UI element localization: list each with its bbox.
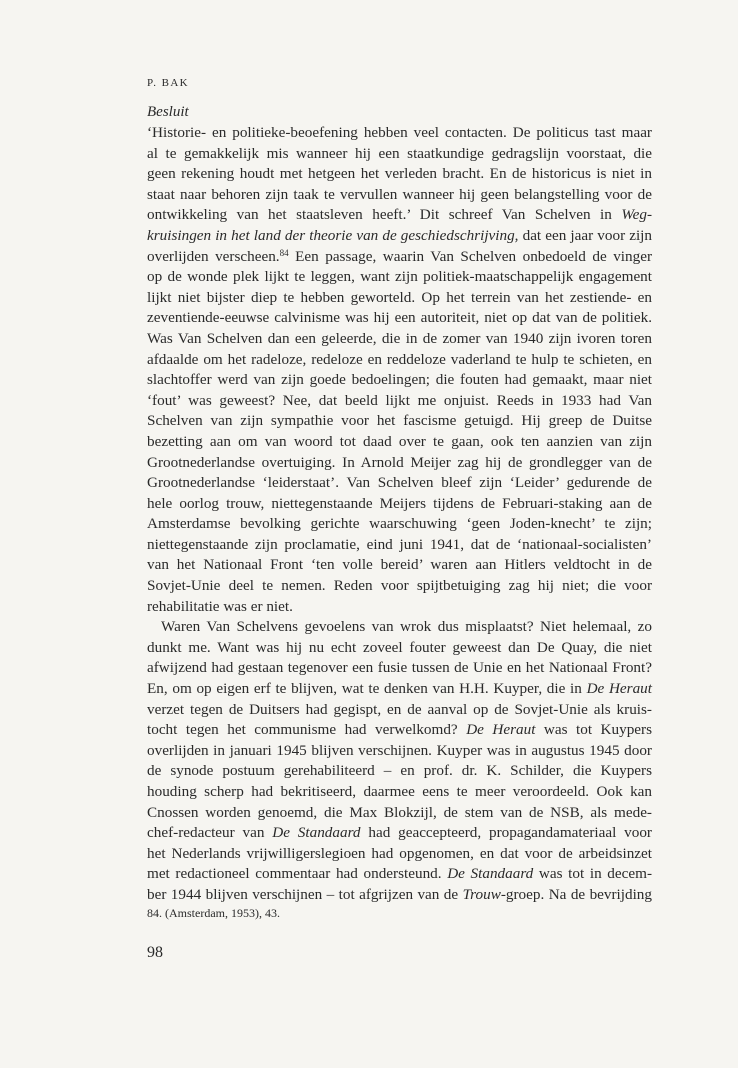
text-line: op de wonde plek lijkt te leggen, want zijn politiek-maatschappelijk engagement	[147, 268, 652, 286]
paragraph-2	[147, 617, 652, 905]
text-line: houding scherp had bekritiseerd, daarmee eens te meer veroordeeld. Ook kan	[147, 783, 652, 800]
italic-title: De Standaard	[272, 824, 361, 842]
text-line: Sovjet-Unie deel te nemen. Reden voor spijtbetuiging zag hij niet; die voor	[147, 577, 652, 595]
text-line: Amsterdamse bevolking gerichte waarschuwing ‘geen Joden-knecht’ te zijn;	[147, 515, 652, 533]
text-line: verzet tegen de Duitsers had gegispt, en de aanval op de Sovjet-Unie als kruis-	[147, 700, 652, 718]
text-line: En, om op eigen erf te blijven, wat te denken van H.H. Kuyper, die in De Heraut	[147, 680, 652, 698]
text-line: tocht tegen het communisme had verwelkomd? De Heraut was tot Kuypers	[147, 721, 653, 739]
text-line: dunkt me. Want was hij nu echt zoveel fouter geweest dan De Quay, die niet	[147, 638, 652, 656]
text-line: Grootnederlandse ‘leiderstaat’. Van Schelven bleef zijn ‘Leider’ gedurende de	[147, 474, 652, 492]
text-line: niettegenstaande zijn proclamatie, eind juni 1941, dat de ‘nationaal-socialisten’	[147, 535, 652, 553]
footnote: 84. (Amsterdam, 1953), 43.	[147, 906, 280, 920]
text-line: Cnossen worden genoemd, die Max Blokzijl, de stem van de NSB, als mede-	[147, 803, 652, 821]
text-line: de synode postuum gerehabiliteerd – en prof. dr. K. Schilder, die Kuypers	[147, 762, 652, 780]
italic-title: De Heraut	[586, 680, 652, 698]
text-line: kruisingen in het land der theorie van de geschiedschrijving, dat een jaar voor zijn	[147, 226, 652, 244]
italic-title: De Heraut	[466, 721, 536, 739]
italic-title: kruisingen in het land der theorie van de geschiedschrijving,	[147, 226, 519, 244]
body-text	[147, 123, 652, 906]
text-line: bezetting aan om van woord tot daad over te gaan, ook ten aanzien van zijn	[147, 432, 652, 450]
text-line: ontwikkeling van het staatsleven heeft.’ Dit schreef Van Schelven in Weg-	[147, 206, 653, 224]
text-line: ‘Historie- en politieke-beoefening hebben veel contacten. De politicus tast maar	[147, 124, 652, 141]
italic-title: Trouw	[462, 885, 501, 903]
text-line: chef-redacteur van De Standaard had geaccepteerd, propagandamateriaal voor	[147, 824, 652, 842]
text-line: Waren Van Schelvens gevoelens van wrok dus misplaatst? Niet helemaal, zo	[161, 618, 652, 636]
text-line: met redactioneel commentaar had ondersteund. De Standaard was tot in decem-	[147, 865, 652, 883]
text-line: geen rekening houdt met hetgeen het verleden bracht. En de historicus is niet in	[147, 165, 652, 183]
running-head: P. BAK	[147, 77, 190, 89]
text-line: hele oorlog trouw, niettegenstaande Meijers tijdens de Februari-staking aan de	[147, 494, 652, 512]
paragraph-1	[147, 123, 652, 617]
text-line: al te gemakkelijk mis wanneer hij een staatkundige gedragslijn voorstaat, die	[147, 144, 652, 162]
text-line: afwijzend had gestaan tegenover een fusie tussen de Unie en het Nationaal Front?	[147, 659, 652, 677]
text-line: ber 1944 blijven verschijnen – tot afgrijzen van de Trouw-groep. Na de bevrijding	[147, 885, 652, 903]
italic-title: De Standaard	[447, 865, 534, 883]
page-number: 98	[147, 944, 163, 961]
text-line: lijkt niet bijster diep te hebben geworteld. Op het terrein van het zestiende- en	[147, 288, 652, 306]
text-line: overlijden in januari 1945 blijven verschijnen. Kuyper was in augustus 1945 door	[147, 741, 652, 759]
text-line: afdaalde om het radeloze, redeloze en reddeloze vaderland te hulp te schieten, en	[147, 350, 652, 368]
text-line: ‘fout’ was geweest? Nee, dat beeld lijkt me onjuist. Reeds in 1933 had Van	[147, 391, 652, 409]
text-line: Schelven van zijn sympathie voor het fascisme getuigd. Hij greep de Duitse	[147, 412, 652, 430]
text-line: van het Nationaal Front ‘ten volle bereid’ waren aan Hitlers veldtocht in de	[147, 556, 652, 574]
italic-title: Weg-	[621, 206, 653, 224]
footnote-ref: 84	[279, 247, 289, 258]
text-line: slachtoffer werd van zijn goede bedoelingen; die fouten had gemaakt, maar niet	[147, 371, 652, 389]
section-title: Besluit	[147, 104, 189, 120]
text-line: zeventiende-eeuwse calvinisme was hij een autoriteit, niet op dat van de politiek.	[147, 309, 652, 327]
text-line: Grootnederlandse overtuiging. In Arnold Meijer zag hij de grondlegger van de	[147, 453, 652, 471]
text-line: rehabilitatie was er niet.	[147, 597, 293, 615]
text-line: staat naar behoren zijn taak te vervullen wanneer hij geen belangstelling voor de	[147, 185, 652, 203]
text-line: het Nederlands vrijwilligerslegioen had opgenomen, en dat voor de arbeidsinzet	[147, 844, 652, 862]
text-line: Was Van Schelven dan een geleerde, die in de zomer van 1940 zijn ivoren toren	[147, 329, 652, 347]
text-line: overlijden verscheen.$^{84}$ Een passage, waarin Van Schelven onbedoeld de vinger	[147, 247, 653, 265]
